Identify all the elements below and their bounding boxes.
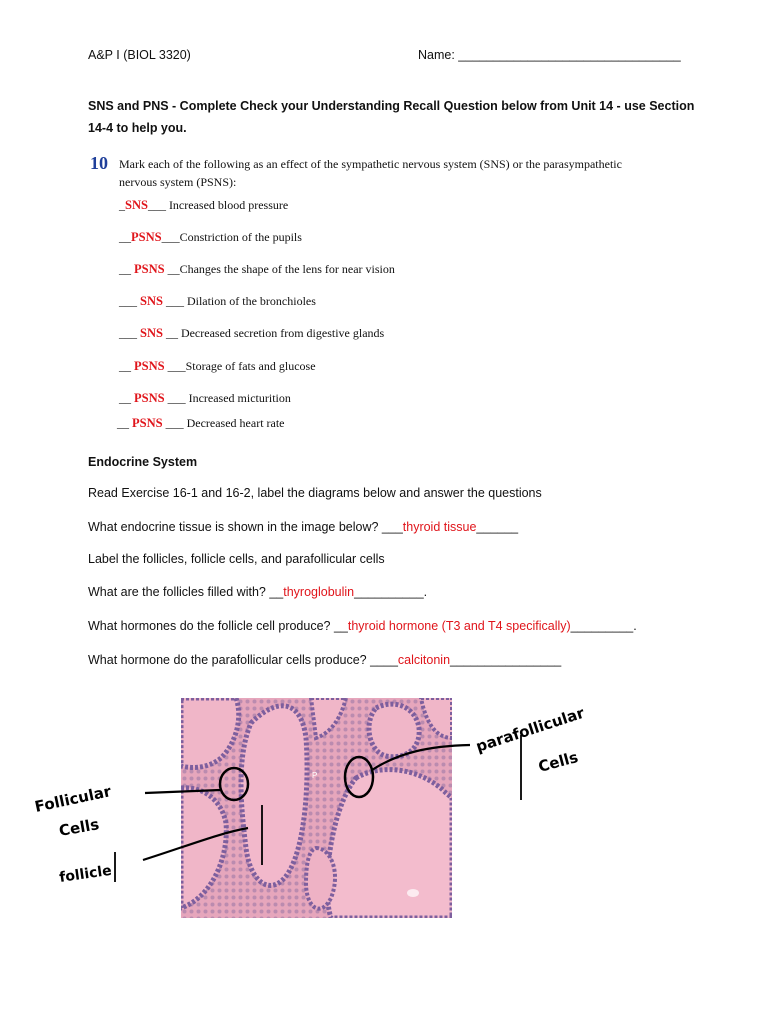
micrograph-image [181, 698, 452, 918]
label-parafollicular-cells-2: Cells [536, 748, 581, 776]
answer-text: SNS [125, 198, 148, 212]
question-parafollicular-hormone: What hormone do the parafollicular cells produce? ____calcitonin________________ [88, 653, 562, 667]
answer-text: PSNS [134, 391, 165, 405]
thyroid-micrograph [181, 698, 452, 918]
list-item: __PSNS___Constriction of the pupils [119, 230, 302, 244]
follicle-colloid [327, 770, 452, 918]
answer-text: PSNS [132, 416, 163, 430]
label-follicle: follicle [58, 862, 113, 886]
list-item: ___ SNS ___ Dilation of the bronchioles [119, 294, 316, 308]
intro-line-2: 14-4 to help you. [88, 121, 187, 135]
label-follicular-cells: Follicular [33, 782, 113, 816]
label-follicular-cells-2: Cells [57, 815, 101, 840]
intro-line-1: SNS and PNS - Complete Check your Understanding Recall Question below from Unit 14 - use Section [88, 99, 695, 113]
question-label-instruction: Label the follicles, follicle cells, and parafollicular cells [88, 552, 385, 566]
question-tissue: What endocrine tissue is shown in the image below? ___thyroid tissue______ [88, 520, 519, 534]
answer-text: PSNS [134, 359, 165, 373]
answer-text: SNS [140, 326, 163, 340]
question-follicle-contents: What are the follicles filled with? __thyroglobulin__________. [88, 585, 428, 599]
image-label: P [312, 771, 318, 780]
name-field: Name: ________________________________ [418, 48, 681, 62]
list-item: __ PSNS __Changes the shape of the lens for near vision [119, 262, 395, 276]
answer-text: calcitonin [397, 653, 451, 667]
list-item: __ PSNS ___Storage of fats and glucose [119, 359, 316, 373]
question-prompt-line-2: nervous system (PSNS): [119, 175, 237, 189]
list-item: ___ SNS __ Decreased secretion from digestive glands [119, 326, 385, 340]
answer-text: PSNS [134, 262, 165, 276]
section-heading: Endocrine System [88, 455, 198, 469]
answer-text: thyroid hormone (T3 and T4 specifically) [347, 619, 571, 633]
list-item: __ PSNS ___ Decreased heart rate [117, 416, 285, 430]
question-follicle-hormones: What hormones do the follicle cell produce? __thyroid hormone (T3 and T4 specifically)_________. [88, 619, 637, 633]
question-prompt-line-1: Mark each of the following as an effect of the sympathetic nervous system (SNS) or the parasympathetic [119, 157, 622, 171]
list-item: _SNS___ Increased blood pressure [119, 198, 289, 212]
list-item: __ PSNS ___ Increased micturition [119, 391, 291, 405]
answer-text: SNS [140, 294, 163, 308]
answer-text: thyroglobulin [283, 585, 355, 599]
label-parafollicular-cells: parafollicular [473, 703, 587, 756]
follicle-colloid [241, 706, 307, 886]
question-number: 10 [90, 153, 108, 173]
course-title: A&P I (BIOL 3320) [88, 48, 191, 62]
answer-text: PSNS [131, 230, 162, 244]
answer-text: thyroid tissue [402, 520, 477, 534]
instruction-text: Read Exercise 16-1 and 16-2, label the diagrams below and answer the questions [88, 486, 542, 500]
